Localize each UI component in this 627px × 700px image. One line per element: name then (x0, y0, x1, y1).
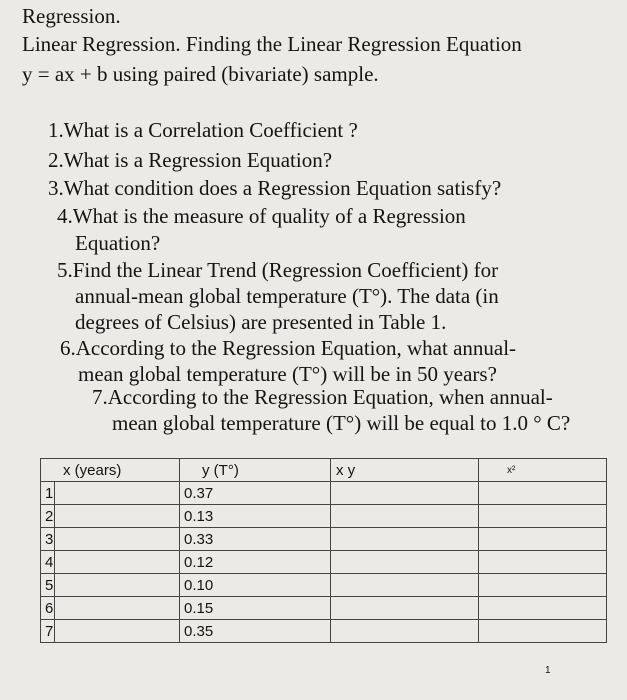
cell-x2 (479, 551, 607, 574)
header-x: x (years) (41, 459, 180, 482)
cell-empty (55, 482, 180, 505)
question-text: mean global temperature (T°) will be in 50 years? (78, 362, 497, 386)
document-subtitle: Linear Regression. Finding the Linear Regression Equation (22, 32, 522, 56)
cell-y: 0.12 (180, 551, 331, 574)
question-text: Equation? (75, 231, 161, 255)
question-5 (57, 258, 498, 282)
cell-xy (331, 482, 479, 505)
cell-x: 5 (41, 574, 55, 597)
header-xy: x y (331, 459, 479, 482)
question-text: annual-mean global temperature (T°). The data (in (75, 284, 499, 308)
question-7 (92, 385, 553, 409)
cell-empty (55, 597, 180, 620)
question-number: 2. (48, 148, 64, 172)
question-7-cont (112, 411, 570, 435)
question-1 (48, 118, 358, 142)
cell-x2 (479, 505, 607, 528)
cell-x: 2 (41, 505, 55, 528)
cell-empty (55, 528, 180, 551)
cell-y: 0.35 (180, 620, 331, 643)
cell-x2 (479, 482, 607, 505)
question-number: 4. (57, 204, 73, 228)
question-6-cont (78, 362, 497, 386)
cell-x2 (479, 574, 607, 597)
question-4 (57, 204, 466, 228)
cell-empty (55, 620, 180, 643)
question-number: 1. (48, 118, 64, 142)
cell-x: 7 (41, 620, 55, 643)
question-6 (60, 336, 516, 360)
page-number: 1 (545, 665, 551, 676)
question-5-cont1 (75, 284, 499, 308)
table-row (41, 528, 607, 551)
cell-x: 1 (41, 482, 55, 505)
cell-xy (331, 620, 479, 643)
table-header-row (41, 459, 607, 482)
cell-xy (331, 597, 479, 620)
question-text: What is a Correlation Coefficient ? (63, 118, 358, 142)
table-row (41, 574, 607, 597)
cell-y: 0.15 (180, 597, 331, 620)
equation-line: y = ax + b using paired (bivariate) sample. (22, 62, 379, 86)
table-row (41, 505, 607, 528)
cell-empty (55, 574, 180, 597)
question-text: Find the Linear Trend (Regression Coefficient) for (72, 258, 499, 282)
cell-xy (331, 551, 479, 574)
cell-xy (331, 528, 479, 551)
cell-x2 (479, 528, 607, 551)
cell-x: 6 (41, 597, 55, 620)
table-row (41, 620, 607, 643)
cell-empty (55, 505, 180, 528)
cell-y: 0.10 (180, 574, 331, 597)
question-text: According to the Regression Equation, when annual- (107, 385, 553, 409)
cell-x: 3 (41, 528, 55, 551)
question-number: 6. (60, 336, 76, 360)
question-text: degrees of Celsius) are presented in Table 1. (75, 310, 447, 334)
document-title: Regression. (22, 4, 121, 28)
cell-y: 0.33 (180, 528, 331, 551)
header-y: y (T°) (180, 459, 331, 482)
table-row (41, 482, 607, 505)
table-row (41, 551, 607, 574)
cell-x: 4 (41, 551, 55, 574)
cell-y: 0.37 (180, 482, 331, 505)
question-text: According to the Regression Equation, what annual- (75, 336, 517, 360)
data-table (40, 458, 607, 643)
question-text: What is the measure of quality of a Regression (72, 204, 466, 228)
question-2 (48, 148, 332, 172)
question-text: What condition does a Regression Equation satisfy? (63, 176, 502, 200)
table-row (41, 597, 607, 620)
cell-xy (331, 574, 479, 597)
cell-x2 (479, 620, 607, 643)
question-number: 7. (92, 385, 108, 409)
question-text: mean global temperature (T°) will be equal to 1.0 ° C? (112, 411, 571, 435)
cell-x2 (479, 597, 607, 620)
question-number: 5. (57, 258, 73, 282)
question-5-cont2 (75, 310, 446, 334)
question-text: What is a Regression Equation? (63, 148, 333, 172)
cell-y: 0.13 (180, 505, 331, 528)
header-x-squared: x² (479, 459, 607, 482)
cell-xy (331, 505, 479, 528)
question-number: 3. (48, 176, 64, 200)
question-3 (48, 176, 501, 200)
question-4-cont (75, 231, 160, 255)
cell-empty (55, 551, 180, 574)
